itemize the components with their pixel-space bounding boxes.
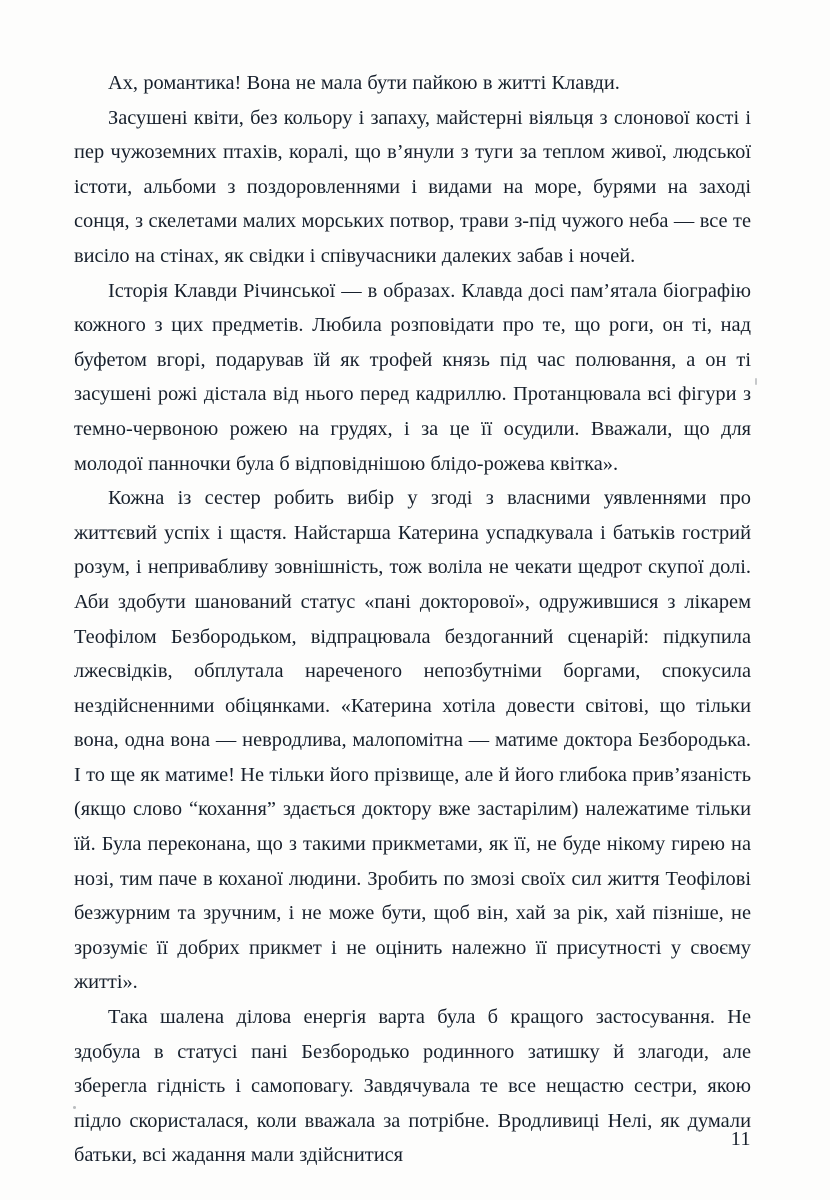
body-text bbox=[74, 66, 751, 1173]
paragraph: Засушені квіти, без кольору і запаху, майстерні віяльця з слонової кості і пер чужоземних птахів, коралі, що в’янули з туги за теплом живої, людської істоти, альбоми з поздоровленнями і видами на море, бурями на заході сонця, з скелетами малих морських потвор, трави з-під чужого неба — все те висіло на стінах, як свідки і співучасники далеких забав і ночей. bbox=[74, 106, 751, 267]
paragraph: Кожна із сестер робить вибір у згоді з власними уявленнями про життєвий успіх і щастя. Найстарша Катерина успадкувала і батьків гострий розум, і непривабливу зовнішність, тож воліла не чекати щедрот скупої долі. Аби здобути шанований статус «пані докторової», одружившися з лікарем Теофілом Безбородьком, відпрацювала бездоганний сценарій: підкупила лжесвідків, обплутала нареченого непозбутніми боргами, спокусила нездійсненними обіцянками. «Катерина хотіла довести світові, що тільки вона, одна вона — невродлива, малопомітна — матиме доктора Безбородька. І то ще як матиме! Не тільки його прізвище, але й його глибока прив’язаність (якщо слово “кохання” здається доктору вже застарілим) належатиме тільки їй. Була переконана, що з такими прикметами, як її, не буде нікому гирею на нозі, тим паче в коханої людини. Зробить по змозі своїх сил життя Теофілові безжурним та зручним, і не може бути, щоб він, хай за рік, хай пізніше, не зрозуміє її добрих прикмет і не оцінить належно її присутності у своєму житті». bbox=[74, 487, 751, 994]
paper-speck bbox=[755, 378, 757, 385]
paragraph: Ах, романтика! Вона не мала бути пайкою в житті Клавди. bbox=[108, 72, 620, 94]
page-number: 11 bbox=[730, 1128, 751, 1150]
paragraph: Історія Клавди Річинської — в образах. Клавда досі пам’ятала біографію кожного з цих предметів. Любила розповідати про те, що роги, он ті, над буфетом вгорі, подарував їй як трофей князь під час полювання, а он ті засушені рожі дістала від нього перед кадриллю. Протанцювала всі фігури з темно-червоною рожею на грудях, і за це її осудили. Вважали, що для молодої панночки була б відповіднішою блідо-рожева квітка». bbox=[74, 279, 751, 475]
paragraph: Така шалена ділова енергія варта була б кращого застосування. Не здобула в статусі пані Безбородько родинного затишку й злагоди, але зберегла гідність і самоповагу. Завдячувала те все нещастю сестри, якою підло скористалася, коли вважала за потрібне. Вродливиці Нелі, як думали батьки, всі жадання мали здійснитися bbox=[74, 1006, 751, 1167]
